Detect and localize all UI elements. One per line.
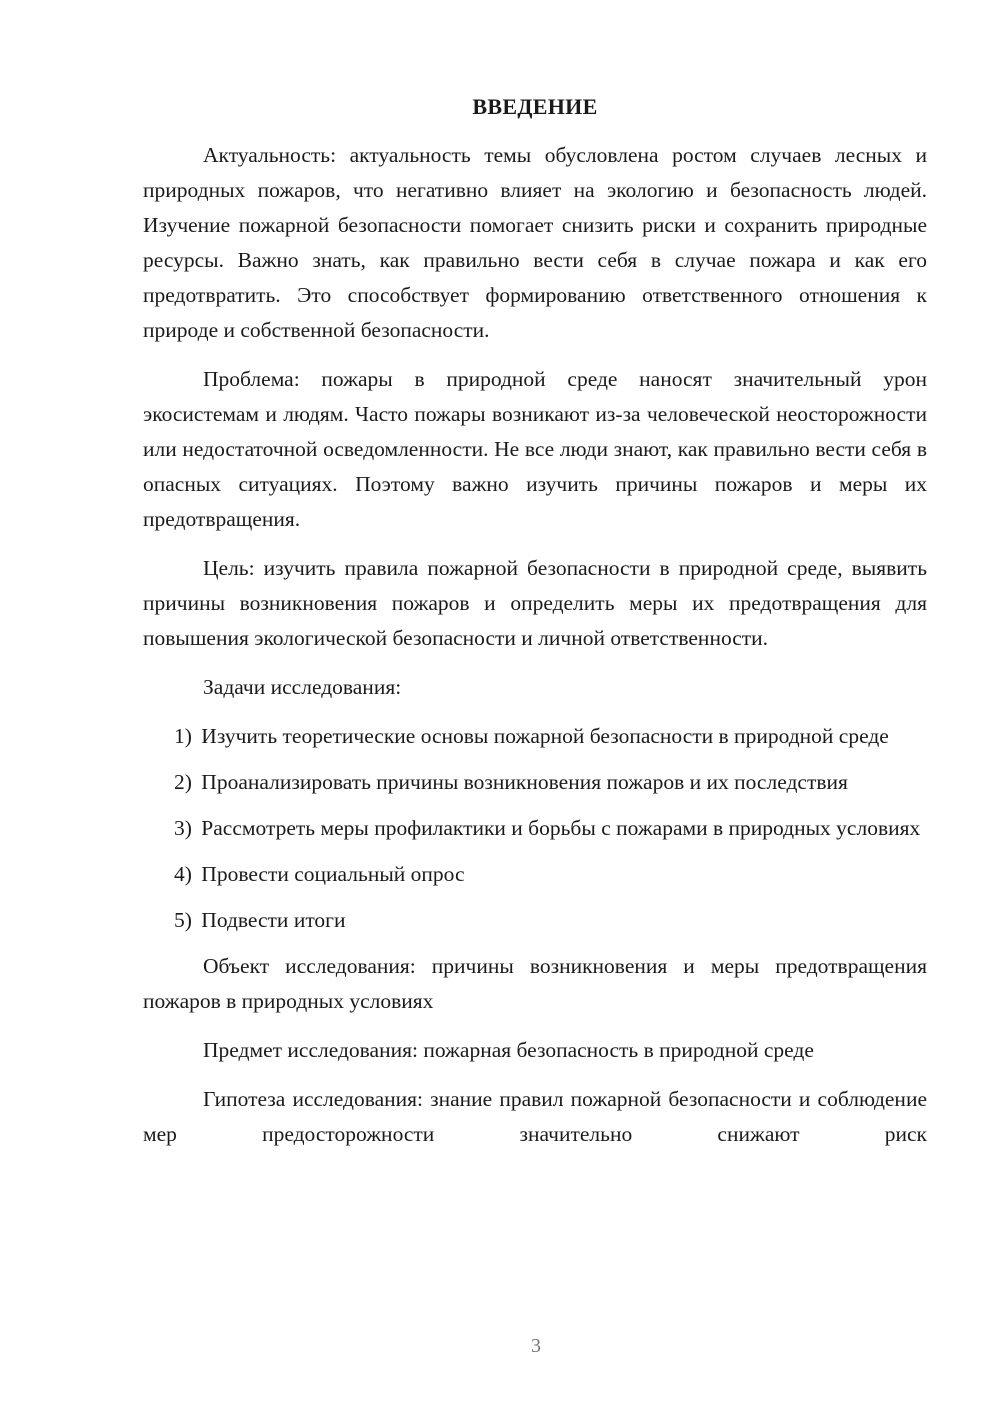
- section-heading: ВВЕДЕНИЕ: [472, 94, 598, 119]
- tasks-heading: Задачи исследования:: [203, 675, 402, 699]
- task-text: Изучить теоретические основы пожарной безопасности в природной среде: [201, 724, 889, 748]
- task-item-3: [143, 811, 927, 846]
- subject-paragraph: Предмет исследования: пожарная безопасность в природной среде: [203, 1038, 814, 1062]
- object-paragraph: Объект исследования: причины возникновения и меры предотвращения пожаров в природных условиях: [143, 954, 927, 1013]
- task-number: 1): [174, 724, 192, 748]
- task-item-5: [143, 903, 927, 938]
- task-text: Рассмотреть меры профилактики и борьбы с пожарами в природных условиях: [201, 816, 921, 840]
- task-text: Подвести итоги: [201, 908, 346, 932]
- task-text: Проанализировать причины возникновения пожаров и их последствия: [201, 770, 848, 794]
- task-item-2: [143, 765, 927, 800]
- problem-paragraph: Проблема: пожары в природной среде наносят значительный урон экосистемам и людям. Часто пожары возникают из-за человеческой неосторожности или недостаточной осведомленности. Не все люди знают, как правильно вести себя в опасных ситуациях. Поэтому важно изучить причины пожаров и меры их предотвращения.: [143, 367, 927, 531]
- task-number: 3): [174, 816, 192, 840]
- task-number: 4): [174, 862, 192, 886]
- page-number: 3: [531, 1335, 541, 1357]
- goal-paragraph: Цель: изучить правила пожарной безопасности в природной среде, выявить причины возникновения пожаров и определить меры их предотвращения для повышения экологической безопасности и личной ответственности.: [143, 556, 927, 650]
- hypothesis-paragraph: Гипотеза исследования: знание правил пожарной безопасности и соблюдение мер предосторожности значительно снижают риск: [143, 1087, 927, 1146]
- page-content: [143, 94, 927, 1166]
- task-number: 2): [174, 770, 192, 794]
- task-item-1: [143, 719, 927, 754]
- task-item-4: [143, 857, 927, 892]
- task-text: Провести социальный опрос: [201, 862, 465, 886]
- task-number: 5): [174, 908, 192, 932]
- relevance-paragraph: Актуальность: актуальность темы обусловлена ростом случаев лесных и природных пожаров, что негативно влияет на экологию и безопасность людей. Изучение пожарной безопасности помогает снизить риски и сохранить природные ресурсы. Важно знать, как правильно вести себя в случае пожара и как его предотвратить. Это способствует формированию ответственного отношения к природе и собственной безопасности.: [143, 143, 927, 342]
